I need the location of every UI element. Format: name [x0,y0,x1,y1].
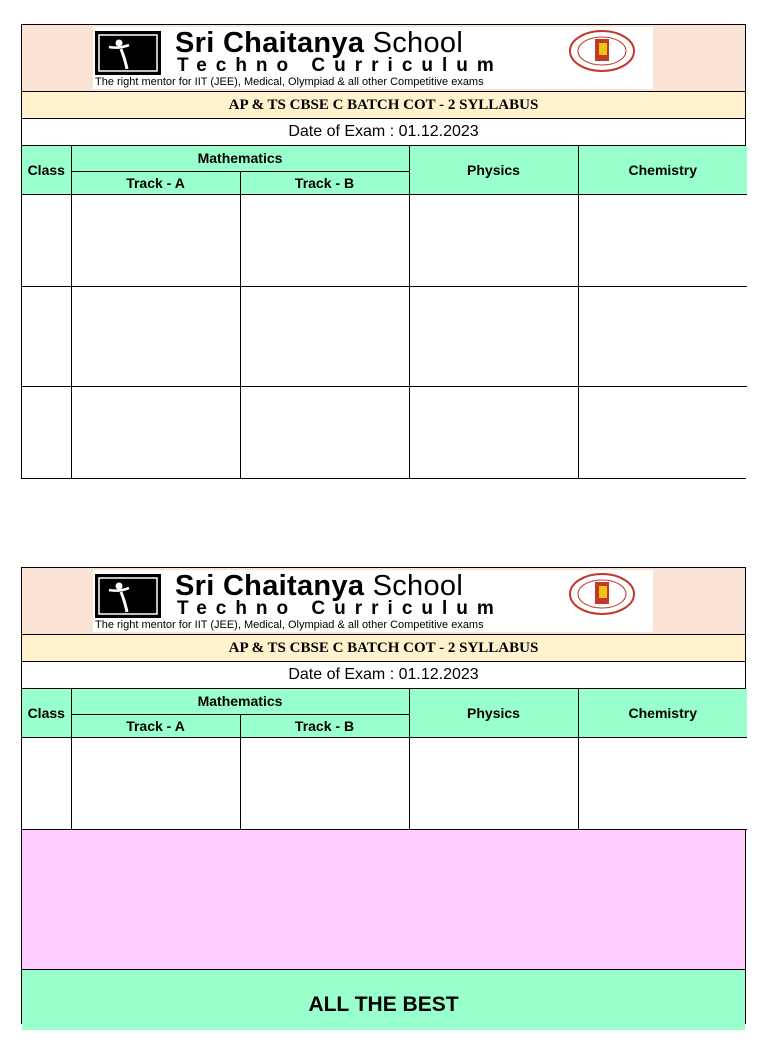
track-a-header: Track - A [71,714,240,737]
class-cell [22,286,71,386]
school-name-bold: Sri Chaitanya [175,27,365,59]
physics-header: Physics [409,146,578,194]
school-logo [93,27,653,89]
class-header: Class [22,146,71,194]
mathematics-header: Mathematics [71,146,409,171]
class-cell [22,737,71,829]
chemistry-cell [578,286,747,386]
chemistry-cell [578,386,747,478]
track-a-cell [71,194,240,286]
syllabus-title: AP & TS CBSE C BATCH COT - 2 SYLLABUS [22,92,745,119]
school-header [22,568,745,635]
track-b-cell [240,737,409,829]
school-name-light: School [372,27,464,59]
physics-cell [409,286,578,386]
exam-date: Date of Exam : 01.12.2023 [22,119,745,146]
exam-date: Date of Exam : 01.12.2023 [22,662,745,689]
track-a-cell [71,386,240,478]
notes-area [22,830,745,970]
mathematics-header: Mathematics [71,689,409,714]
physics-cell [409,194,578,286]
curriculum-title: Techno Curriculum [177,55,503,76]
table-row [22,386,747,478]
chemistry-header: Chemistry [578,689,747,737]
school-header [22,25,745,92]
chemistry-header: Chemistry [578,146,747,194]
physics-cell [409,386,578,478]
tagline: The right mentor for IIT (JEE), Medical, Olympiad & all other Competitive exams [95,619,484,631]
table-row [22,286,747,386]
emblem-icon [95,574,161,618]
seal-icon [567,29,637,73]
track-a-header: Track - A [71,171,240,194]
physics-cell [409,737,578,829]
seal-icon [567,572,637,616]
school-logo [93,570,653,632]
syllabus-sheet-1 [21,24,746,479]
track-b-cell [240,286,409,386]
school-name-light: School [372,570,464,602]
all-the-best-banner: ALL THE BEST [22,970,745,1030]
physics-header: Physics [409,689,578,737]
class-cell [22,194,71,286]
syllabus-table [22,146,747,478]
syllabus-sheet-2 [21,567,746,1024]
school-name-bold: Sri Chaitanya [175,570,365,602]
class-cell [22,386,71,478]
track-b-header: Track - B [240,714,409,737]
chemistry-cell [578,737,747,829]
class-header: Class [22,689,71,737]
chemistry-cell [578,194,747,286]
track-b-cell [240,194,409,286]
track-a-cell [71,286,240,386]
syllabus-title: AP & TS CBSE C BATCH COT - 2 SYLLABUS [22,635,745,662]
track-b-cell [240,386,409,478]
table-row [22,737,747,829]
tagline: The right mentor for IIT (JEE), Medical, Olympiad & all other Competitive exams [95,76,484,88]
emblem-icon [95,31,161,75]
table-row [22,194,747,286]
track-a-cell [71,737,240,829]
syllabus-table [22,689,747,830]
curriculum-title: Techno Curriculum [177,598,503,619]
track-b-header: Track - B [240,171,409,194]
